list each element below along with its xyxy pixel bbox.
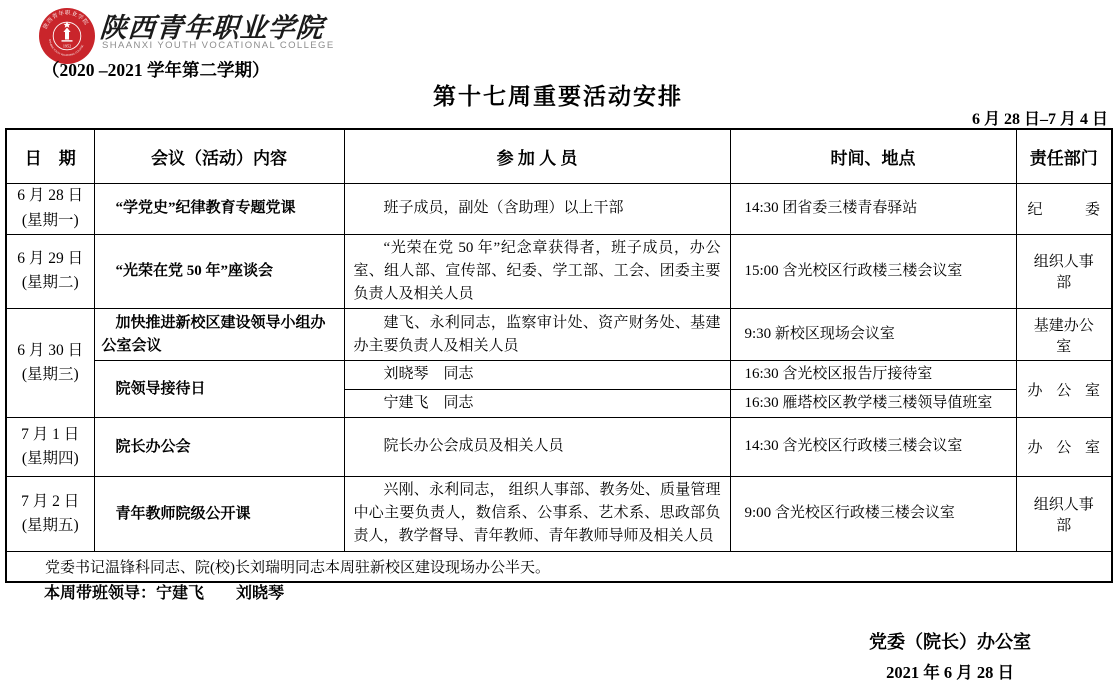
- seal-ring-text-en: SHAANXI YOUTH VOCATIONAL COLLEGE: [48, 38, 85, 58]
- issuing-office: 党委（院长）办公室: [869, 632, 1031, 652]
- activity-cell: 青年教师院级公开课: [94, 476, 344, 551]
- dept-cell: 组织人事部: [1016, 476, 1112, 551]
- weekday-text: (星期一): [21, 211, 79, 229]
- participants-cell: 院长办公会成员及相关人员: [344, 417, 730, 476]
- dept-cell: 组织人事部: [1016, 234, 1112, 309]
- weekday-text: (星期二): [21, 274, 79, 292]
- table-row: [6, 309, 1112, 361]
- seal-ring-text: 陕西青年职业学院: [42, 10, 90, 31]
- page-title: 第十七周重要活动安排: [433, 84, 683, 109]
- seal-year-text: 1952: [62, 43, 72, 49]
- participants-cell: 建飞、永利同志，监察审计处、资产财务处、基建办主要负责人及相关人员: [344, 309, 730, 361]
- date-text: 7 月 1 日: [21, 425, 80, 443]
- college-name-english: SHAANXI YOUTH VOCATIONAL COLLEGE: [102, 40, 335, 51]
- dept-cell: 办 公 室: [1016, 417, 1112, 476]
- table-row: [6, 183, 1112, 234]
- weekday-text: (星期五): [21, 516, 79, 534]
- participants-cell: 班子成员，副处（含助理）以上干部: [344, 183, 730, 234]
- date-text: 6 月 29 日: [17, 250, 84, 268]
- seal-tower-base: [62, 40, 73, 41]
- college-name-calligraphy: 陕西青年职业学院: [98, 13, 325, 43]
- date-text: 6 月 30 日: [17, 341, 84, 359]
- time-place-cell: 9:30 新校区现场会议室: [730, 309, 1016, 361]
- date-cell: [6, 234, 94, 309]
- weekday-text: (星期三): [21, 366, 79, 383]
- date-cell: [6, 183, 94, 234]
- col-header-content: 会议（活动）内容: [94, 129, 344, 183]
- participants-cell: 刘晓琴 同志: [344, 361, 730, 389]
- table-row: [6, 417, 1112, 476]
- activity-cell: 院长办公会: [94, 417, 344, 476]
- activity-cell: 院领导接待日: [94, 361, 344, 418]
- weekday-text: (星期四): [21, 449, 79, 467]
- date-text: 6 月 28 日: [17, 187, 84, 205]
- date-cell: [6, 417, 94, 476]
- weekly-note: 党委书记温锋科同志、院(校)长刘瑞明同志本周驻新校区建设现场办公半天。: [6, 551, 1112, 582]
- time-place-cell: 16:30 含光校区报告厅接待室: [730, 361, 1016, 389]
- col-header-participants: 参 加 人 员: [344, 129, 730, 183]
- time-place-cell: 16:30 雁塔校区教学楼三楼领导值班室: [730, 389, 1016, 417]
- col-header-dept: 责任部门: [1016, 129, 1112, 183]
- week-date-range: 6 月 28 日–7 月 4 日: [971, 111, 1108, 128]
- activity-cell: “学党史”纪律教育专题党课: [94, 183, 344, 234]
- issue-date: 2021 年 6 月 28 日: [886, 663, 1014, 682]
- duty-leaders-line: 本周带班领导：宁建飞 刘晓琴: [44, 585, 285, 602]
- participants-cell: 宁建飞 同志: [344, 389, 730, 417]
- time-place-cell: 14:30 含光校区行政楼三楼会议室: [730, 417, 1016, 476]
- table-row: [6, 234, 1112, 309]
- table-note-row: [6, 551, 1112, 582]
- col-header-date: 日 期: [6, 129, 94, 183]
- table-row: [6, 361, 1112, 389]
- activity-cell: “光荣在党 50 年”座谈会: [94, 234, 344, 309]
- date-cell: [6, 476, 94, 551]
- dept-cell: 纪 委: [1016, 183, 1112, 234]
- time-place-cell: 14:30 团省委三楼青春驿站: [730, 183, 1016, 234]
- table-row: [6, 476, 1112, 551]
- schedule-table: [5, 128, 1113, 583]
- signature-block: [820, 628, 1080, 683]
- participants-cell: “光荣在党 50 年”纪念章获得者，班子成员，办公室、组人部、宣传部、纪委、学工部、工会、团委主要负责人及相关人员: [344, 234, 730, 309]
- dept-cell: 办 公 室: [1016, 361, 1112, 418]
- time-place-cell: 9:00 含光校区行政楼三楼会议室: [730, 476, 1016, 551]
- col-header-time: 时间、地点: [730, 129, 1016, 183]
- participants-cell: 兴刚、永利同志， 组织人事部、教务处、质量管理中心主要负责人，数信系、公事系、艺术系、思政部负责人，教学督导、青年教师、青年教师导师及相关人员: [344, 476, 730, 551]
- time-place-cell: 15:00 含光校区行政楼三楼会议室: [730, 234, 1016, 309]
- semester-label: （2020 –2021 学年第二学期）: [42, 60, 270, 80]
- date-text: 7 月 2 日: [21, 492, 80, 510]
- dept-cell: 基建办公室: [1016, 309, 1112, 361]
- date-cell: [6, 309, 94, 418]
- activity-cell: 加快推进新校区建设领导小组办公室会议: [94, 309, 344, 361]
- table-header-row: [6, 129, 1112, 183]
